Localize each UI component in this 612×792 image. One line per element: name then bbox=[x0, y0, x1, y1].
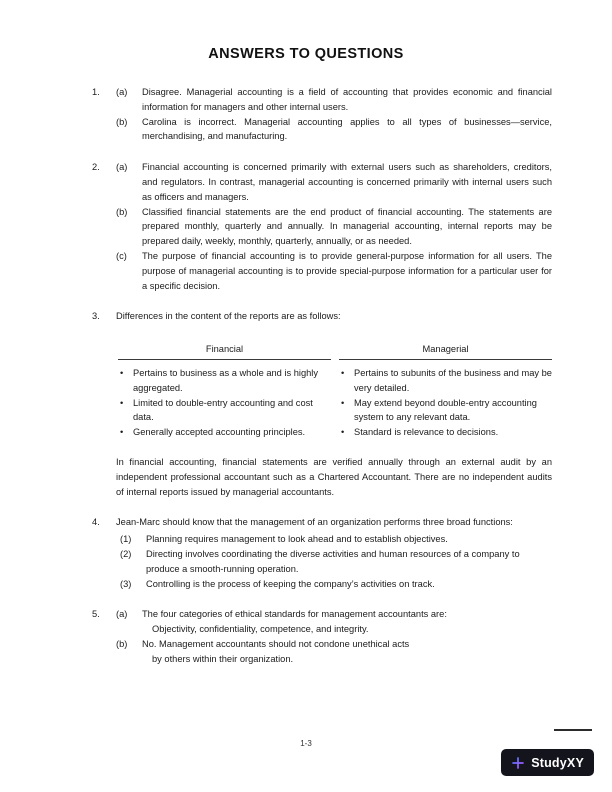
part-text bbox=[142, 607, 552, 637]
question-4-number: 4. bbox=[92, 517, 100, 528]
list-item-text: • Pertains to business as a whole and is highly aggregated. bbox=[133, 367, 319, 393]
question-1-part-a bbox=[116, 85, 552, 115]
question-5-part-a bbox=[116, 607, 552, 637]
question-3-body bbox=[116, 309, 552, 499]
item-label: (1) bbox=[120, 534, 132, 545]
part-label: (b) bbox=[116, 206, 128, 217]
answers-content bbox=[92, 85, 552, 683]
financial-column bbox=[118, 342, 331, 440]
question-4-item-1 bbox=[120, 532, 552, 547]
question-3 bbox=[92, 309, 552, 499]
part-text-line-1: No. Management accountants should not condone unethical acts bbox=[142, 638, 410, 649]
question-4-item-3 bbox=[120, 577, 552, 592]
part-text bbox=[142, 637, 552, 667]
list-item-text: • Generally accepted accounting principles. bbox=[133, 427, 306, 438]
part-text: Financial accounting is concerned primarily with external users such as shareholders, creditors, and regulators. In contrast, managerial accounting is concerned primarily with internal users such as officers and managers. bbox=[142, 162, 552, 202]
item-label: (3) bbox=[120, 578, 132, 589]
part-text: The purpose of financial accounting is to provide general-purpose information for all users. The purpose of managerial accounting is to provide special-purpose information for a particular user for a specific decision. bbox=[142, 250, 552, 291]
item-text: Controlling is the process of keeping the company’s activities on track. bbox=[146, 578, 435, 589]
part-text-line-2: Objectivity, confidentiality, competence, and integrity. bbox=[152, 624, 369, 635]
question-1 bbox=[92, 85, 552, 144]
list-item bbox=[118, 425, 331, 440]
comparison-table bbox=[118, 342, 552, 440]
plus-icon bbox=[511, 756, 525, 770]
question-4-body bbox=[116, 515, 552, 591]
question-4-intro: Jean-Marc should know that the management of an organization performs three broad functions: bbox=[116, 517, 513, 528]
part-label: (a) bbox=[116, 162, 128, 173]
question-5-body bbox=[116, 607, 552, 666]
list-item bbox=[339, 366, 552, 396]
managerial-column-header: Managerial bbox=[339, 342, 552, 360]
page-title: ANSWERS TO QUESTIONS bbox=[208, 46, 404, 62]
corner-divider bbox=[554, 729, 592, 731]
list-item-text: • Standard is relevance to decisions. bbox=[354, 427, 499, 438]
logo-text: StudyXY bbox=[531, 755, 584, 770]
part-label: (a) bbox=[116, 609, 128, 620]
part-text-line-2: by others within their organization. bbox=[152, 653, 294, 664]
managerial-column bbox=[339, 342, 552, 440]
part-label: (b) bbox=[116, 638, 128, 649]
question-3-intro: Differences in the content of the reports are as follows: bbox=[116, 311, 341, 322]
part-text: Disagree. Managerial accounting is a field of accounting that provides economic and financial information for managers and other internal users. bbox=[142, 87, 552, 112]
question-3-number: 3. bbox=[92, 311, 100, 322]
question-2-part-a bbox=[116, 160, 552, 204]
item-label: (2) bbox=[120, 548, 132, 559]
question-3-outro: In financial accounting, financial statements are verified annually through an external audit by an independent professional accountant such as a Chartered Accountant. There are no independent audits of internal reports issued by managerial accountants. bbox=[116, 456, 552, 497]
page-number: 1-3 bbox=[300, 739, 312, 748]
question-2-number: 2. bbox=[92, 162, 100, 173]
question-1-number: 1. bbox=[92, 87, 100, 97]
question-4-item-2 bbox=[120, 547, 552, 577]
part-text: Classified financial statements are the end product of financial accounting. The statements are prepared monthly, quarterly and annually. In managerial accounting, internal reports may be prepared daily, weekly, monthly, quarterly, annually, or as needed. bbox=[142, 206, 552, 247]
list-item-text: • May extend beyond double-entry accounting system to any relevant data. bbox=[354, 397, 537, 423]
financial-column-header: Financial bbox=[118, 342, 331, 360]
question-2-body bbox=[116, 160, 552, 293]
list-item bbox=[118, 366, 331, 396]
studyxy-logo bbox=[501, 749, 594, 776]
list-item bbox=[339, 396, 552, 426]
list-item bbox=[118, 396, 331, 426]
list-item-text: • Pertains to subunits of the business and may be very detailed. bbox=[354, 367, 552, 393]
part-label: (b) bbox=[116, 116, 128, 127]
question-1-part-b bbox=[116, 115, 552, 145]
question-2-part-b bbox=[116, 205, 552, 249]
item-text: Directing involves coordinating the diverse activities and human resources of a company to produce a smooth-running operation. bbox=[146, 548, 520, 574]
question-2 bbox=[92, 160, 552, 293]
list-item-text: • Limited to double-entry accounting and cost data. bbox=[133, 397, 313, 423]
question-5-number: 5. bbox=[92, 609, 100, 620]
question-4 bbox=[92, 515, 552, 591]
part-label: (a) bbox=[116, 87, 128, 97]
part-text-line-1: The four categories of ethical standards for management accountants are: bbox=[142, 609, 447, 620]
part-label: (c) bbox=[116, 250, 127, 261]
part-text: Carolina is incorrect. Managerial accounting applies to all types of businesses—service, merchandising, and manufacturing. bbox=[142, 116, 552, 142]
question-1-body bbox=[116, 85, 552, 144]
question-2-part-c bbox=[116, 249, 552, 293]
item-text: Planning requires management to look ahead and to establish objectives. bbox=[146, 534, 448, 545]
list-item bbox=[339, 425, 552, 440]
question-5-part-b bbox=[116, 637, 552, 667]
question-5 bbox=[92, 607, 552, 666]
